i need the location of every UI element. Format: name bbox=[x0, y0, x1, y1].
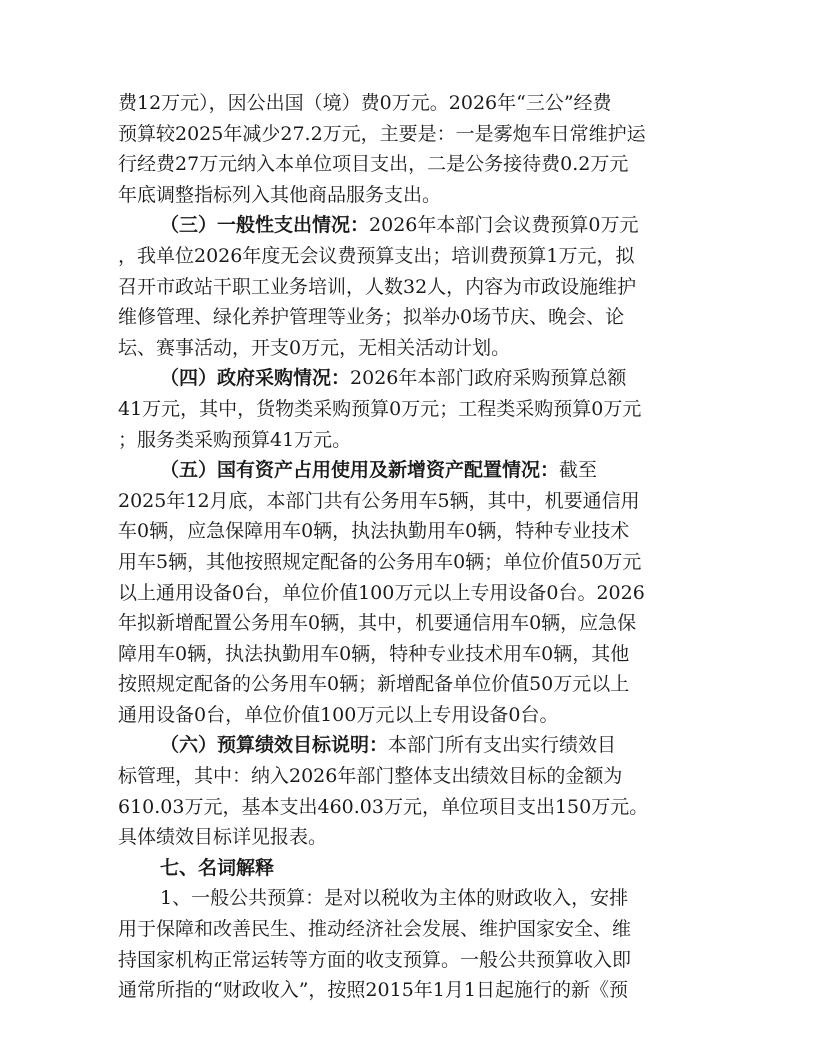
body-text: 维修管理、绿化养护管理等业务；拟举办0场节庆、晚会、论 bbox=[118, 306, 625, 329]
text-line bbox=[118, 761, 702, 792]
body-text: 具体绩效目标详见报表。 bbox=[118, 826, 328, 849]
text-line bbox=[118, 883, 702, 914]
body-text: 用车5辆，其他按照规定配备的公务用车0辆；单位价值50万元 bbox=[118, 550, 642, 573]
body-text: 41万元，其中，货物类采购预算0万元；工程类采购预算0万元 bbox=[118, 397, 642, 420]
body-text: 年拟新增配置公务用车0辆，其中，机要通信用车0辆，应急保 bbox=[118, 612, 637, 635]
body-text: 年底调整指标列入其他商品服务支出。 bbox=[118, 183, 442, 206]
text-line bbox=[118, 608, 702, 639]
text-line bbox=[118, 210, 702, 241]
body-text: 行经费27万元纳入本单位项目支出，二是公务接待费0.2万元 bbox=[118, 153, 629, 176]
body-text: 通常所指的“财政收入”，按照2015年1月1日起施行的新《预 bbox=[118, 979, 628, 1002]
text-line bbox=[118, 730, 702, 761]
text-line bbox=[118, 639, 702, 670]
body-text: 预算较2025年减少27.2万元，主要是：一是雾炮车日常维护运 bbox=[118, 122, 646, 145]
body-text: 1、一般公共预算：是对以税收为主体的财政收入，安排 bbox=[160, 887, 629, 910]
text-line bbox=[118, 486, 702, 517]
text-line bbox=[118, 88, 702, 119]
body-text: 以上通用设备0台，单位价值100万元以上专用设备0台。2026 bbox=[118, 581, 645, 604]
body-text: 截至 bbox=[559, 459, 598, 482]
text-line bbox=[118, 455, 702, 486]
body-text: 费12万元），因公出国（境）费0万元。2026年“三公”经费 bbox=[118, 92, 612, 114]
text-line bbox=[118, 119, 702, 150]
text-line bbox=[118, 302, 702, 333]
text-line bbox=[118, 700, 702, 731]
body-text: 按照规定配备的公务用车0辆；新增配备单位价值50万元以上 bbox=[118, 673, 630, 696]
body-text: 用于保障和改善民生、推动经济社会发展、维护国家安全、维 bbox=[118, 918, 632, 941]
text-line bbox=[118, 180, 702, 211]
text-line bbox=[118, 363, 702, 394]
text-line bbox=[118, 547, 702, 578]
text-line bbox=[118, 792, 702, 823]
text-line bbox=[118, 272, 702, 303]
body-text: 标管理，其中：纳入2026年部门整体支出绩效目标的金额为 bbox=[118, 765, 623, 788]
body-text: ，我单位2026年度无会议费预算支出；培训费预算1万元，拟 bbox=[118, 244, 635, 267]
text-line bbox=[118, 516, 702, 547]
text-line bbox=[118, 914, 702, 945]
text-line bbox=[118, 945, 702, 976]
body-text: 610.03万元，基本支出460.03万元，单位项目支出150万元。 bbox=[118, 795, 649, 818]
body-text: 2026年本部门会议费预算0万元 bbox=[369, 214, 639, 237]
body-text: 障用车0辆，执法执勤用车0辆，特种专业技术用车0辆，其他 bbox=[118, 642, 630, 665]
body-text: 车0辆，应急保障用车0辆，执法执勤用车0辆，特种专业技术 bbox=[118, 520, 630, 543]
text-line bbox=[118, 149, 702, 180]
bold-heading-text: （四）政府采购情况： bbox=[160, 367, 351, 390]
body-text: 通用设备0台，单位价值100万元以上专用设备0台。 bbox=[118, 703, 559, 726]
bold-heading-text: 七、名词解释 bbox=[160, 856, 275, 879]
body-text: ；服务类采购预算41万元。 bbox=[118, 428, 352, 451]
text-line bbox=[118, 333, 702, 364]
body-text: 2026年本部门政府采购预算总额 bbox=[350, 367, 627, 390]
body-text: 召开市政站干职工业务培训，人数32人，内容为市政设施维护 bbox=[118, 275, 637, 298]
text-line bbox=[118, 853, 702, 884]
bold-heading-text: （三）一般性支出情况： bbox=[160, 214, 370, 237]
text-line bbox=[118, 394, 702, 425]
text-line bbox=[118, 669, 702, 700]
document-body bbox=[118, 88, 702, 1006]
body-text: 坛、赛事活动，开支0万元，无相关活动计划。 bbox=[118, 336, 511, 359]
text-line bbox=[118, 822, 702, 853]
text-line bbox=[118, 975, 702, 1006]
text-line bbox=[118, 241, 702, 272]
text-line bbox=[118, 578, 702, 609]
body-text: 本部门所有支出实行绩效目 bbox=[388, 734, 617, 757]
bold-heading-text: （五）国有资产占用使用及新增资产配置情况： bbox=[160, 459, 560, 482]
text-line bbox=[118, 425, 702, 456]
bold-heading-text: （六）预算绩效目标说明： bbox=[160, 734, 389, 757]
body-text: 持国家机构正常运转等方面的收支预算。一般公共预算收入即 bbox=[118, 948, 632, 971]
body-text: 2025年12月底，本部门共有公务用车5辆，其中，机要通信用 bbox=[118, 489, 640, 512]
